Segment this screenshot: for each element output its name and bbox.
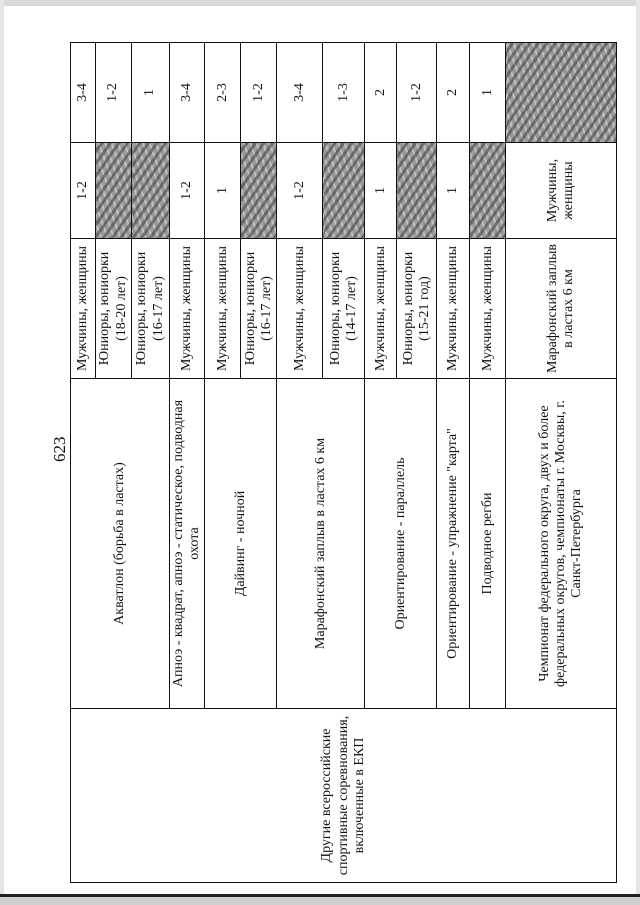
rank-b-cell: 1-2 bbox=[397, 43, 437, 143]
discipline-cell: Дайвинг - ночной bbox=[205, 379, 277, 709]
category-cell: Мужчины, женщины bbox=[277, 239, 323, 379]
rank-b-cell: 1-3 bbox=[323, 43, 365, 143]
rank-b-cell: 3-4 bbox=[71, 43, 96, 143]
discipline-cell: Апноэ - квадрат, апноэ - статическое, подводная охота bbox=[170, 379, 205, 709]
category-cell: Мужчины, женщины bbox=[506, 143, 617, 239]
rank-b-cell: 1-2 bbox=[241, 43, 277, 143]
hatched-cell bbox=[323, 143, 365, 239]
scan-edge-top bbox=[0, 0, 640, 6]
discipline-cell: Акватлон (борьба в ластах) bbox=[71, 379, 170, 709]
category-cell: Юниоры, юниорки (16-17 лет) bbox=[132, 239, 170, 379]
category-cell: Юниоры, юниорки (18-20 лет) bbox=[96, 239, 132, 379]
rank-b-cell: 2 bbox=[437, 43, 470, 143]
group-label-cell: Чемпионат федерального округа, двух и более федеральных округов, чемпионаты г. Москвы, г. Санкт-Петербурга bbox=[506, 379, 617, 709]
rank-b-cell: 1 bbox=[470, 43, 506, 143]
rank-a-cell: 1-2 bbox=[170, 143, 205, 239]
category-cell: Юниоры, юниорки (15-21 год) bbox=[397, 239, 437, 379]
rank-a-cell: 1 bbox=[437, 143, 470, 239]
category-cell: Юниоры, юниорки (14-17 лет) bbox=[323, 239, 365, 379]
scan-edge-bottom bbox=[0, 897, 640, 905]
rank-b-cell: 3-4 bbox=[277, 43, 323, 143]
hatched-cell bbox=[397, 143, 437, 239]
hatched-cell bbox=[506, 43, 617, 143]
discipline-cell: Марафонский заплыв в ластах 6 км bbox=[506, 239, 617, 379]
discipline-cell: Ориентирование - параллель bbox=[365, 379, 437, 709]
rank-a-cell: 1-2 bbox=[277, 143, 323, 239]
category-cell: Мужчины, женщины bbox=[470, 239, 506, 379]
category-cell: Мужчины, женщины bbox=[71, 239, 96, 379]
scan-edge-left bbox=[0, 0, 4, 905]
category-cell: Юниоры, юниорки (16-17 лет) bbox=[241, 239, 277, 379]
category-cell: Мужчины, женщины bbox=[437, 239, 470, 379]
hatched-cell bbox=[470, 143, 506, 239]
category-cell: Мужчины, женщины bbox=[205, 239, 241, 379]
category-cell: Мужчины, женщины bbox=[365, 239, 397, 379]
discipline-cell: Ориентирование - упражнение "карта" bbox=[437, 379, 470, 709]
rotated-table-container bbox=[70, 43, 617, 883]
standards-table bbox=[70, 42, 617, 883]
group-label-cell: Другие всероссийские спортивные соревнования, включенные в ЕКП bbox=[71, 709, 617, 883]
page-number: 623 bbox=[50, 436, 69, 462]
hatched-cell bbox=[241, 143, 277, 239]
table-row bbox=[71, 43, 96, 883]
rank-b-cell: 2 bbox=[365, 43, 397, 143]
rank-b-cell: 2-3 bbox=[205, 43, 241, 143]
rank-a-cell: 1-2 bbox=[71, 143, 96, 239]
category-cell: Мужчины, женщины bbox=[170, 239, 205, 379]
rank-b-cell: 3-4 bbox=[170, 43, 205, 143]
rank-b-cell: 1-2 bbox=[96, 43, 132, 143]
rank-a-cell: 1 bbox=[205, 143, 241, 239]
scan-edge-right bbox=[636, 0, 640, 905]
discipline-cell: Подводное регби bbox=[470, 379, 506, 709]
rank-a-cell: 1 bbox=[365, 143, 397, 239]
hatched-cell bbox=[132, 143, 170, 239]
discipline-cell: Марафонский заплыв в ластах 6 км bbox=[277, 379, 365, 709]
rank-b-cell: 1 bbox=[132, 43, 170, 143]
hatched-cell bbox=[96, 143, 132, 239]
